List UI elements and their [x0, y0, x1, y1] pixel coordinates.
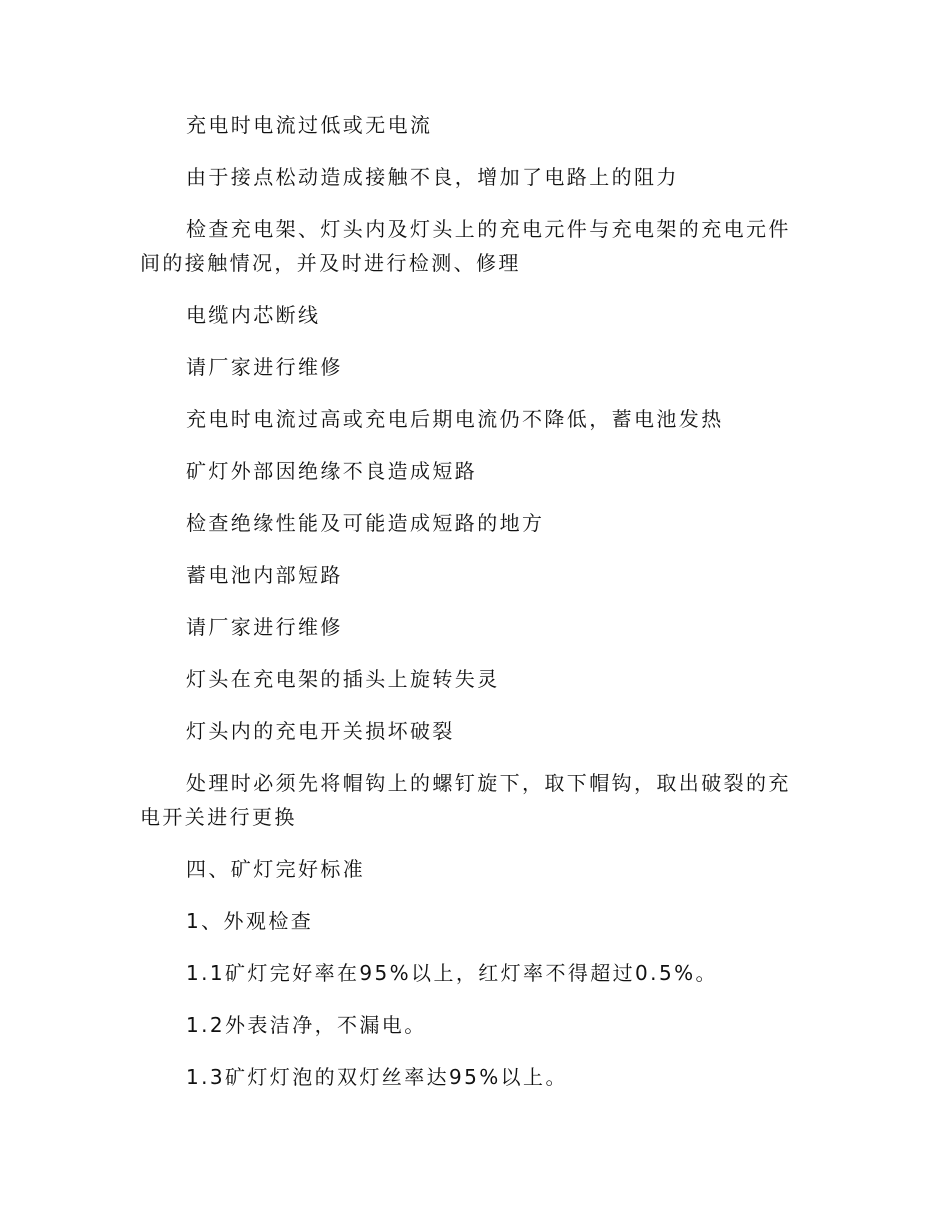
paragraph-6: 充电时电流过高或充电后期电流仍不降低，蓄电池发热: [186, 407, 724, 431]
paragraph-10: 请厂家进行维修: [186, 615, 343, 639]
paragraph-2: 由于接点松动造成接触不良，增加了电路上的阻力: [186, 165, 679, 189]
paragraph-11: 灯头在充电架的插头上旋转失灵: [186, 667, 500, 691]
paragraph-15: 1、外观检查: [186, 909, 314, 933]
paragraph-4: 电缆内芯断线: [186, 303, 321, 327]
paragraph-13: 处理时必须先将帽钩上的螺钉旋下，取下帽钩，取出破裂的充电开关进行更换: [140, 771, 791, 829]
paragraph-1: 充电时电流过低或无电流: [186, 113, 433, 137]
paragraph-8: 检查绝缘性能及可能造成短路的地方: [186, 511, 545, 535]
paragraph-12: 灯头内的充电开关损坏破裂: [186, 719, 455, 743]
paragraph-17: 1.2外表洁净，不漏电。: [186, 1013, 427, 1037]
document-body: [140, 108, 812, 1112]
paragraph-9: 蓄电池内部短路: [186, 563, 343, 587]
paragraph-5: 请厂家进行维修: [186, 355, 343, 379]
paragraph-3: 检查充电架、灯头内及灯头上的充电元件与充电架的充电元件间的接触情况，并及时进行检测、修理: [140, 217, 791, 275]
paragraph-18: 1.3矿灯灯泡的双灯丝率达95%以上。: [186, 1065, 568, 1089]
paragraph-7: 矿灯外部因绝缘不良造成短路: [186, 459, 478, 483]
paragraph-14: 四、矿灯完好标准: [186, 857, 366, 881]
paragraph-16: 1.1矿灯完好率在95%以上，红灯率不得超过0.5%。: [186, 961, 718, 985]
